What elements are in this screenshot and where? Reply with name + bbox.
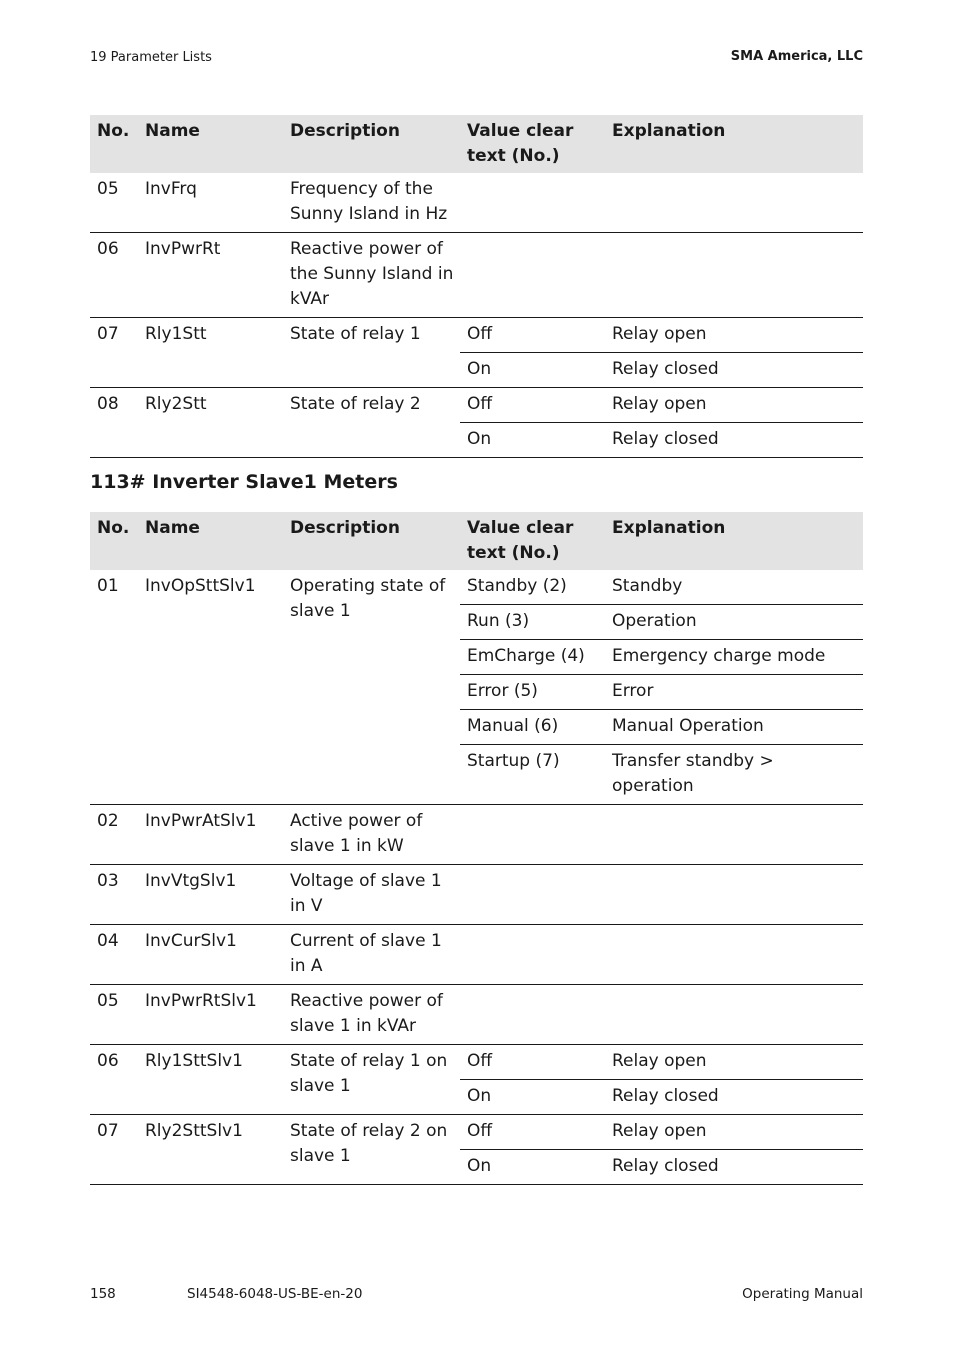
cell-name: InvPwrAtSlv1: [138, 805, 283, 865]
cell-no: 07: [90, 318, 138, 388]
cell-explanation: Emergency charge mode: [605, 640, 863, 675]
column-header-name: Name: [138, 115, 283, 173]
parameter-table-2: [90, 512, 863, 1185]
running-header-section: 19 Parameter Lists: [90, 50, 212, 65]
cell-explanation: Relay open: [605, 318, 863, 353]
cell-no: 08: [90, 388, 138, 458]
cell-explanation: Relay closed: [605, 423, 863, 458]
cell-explanation: Transfer standby > operation: [605, 745, 863, 805]
cell-explanation: Relay open: [605, 1115, 863, 1150]
cell-value: Off: [460, 1045, 605, 1080]
cell-value: Error (5): [460, 675, 605, 710]
cell-value: Off: [460, 1115, 605, 1150]
table-row: [90, 318, 863, 353]
cell-value: Standby (2): [460, 570, 605, 605]
table-row: [90, 570, 863, 605]
cell-value: [460, 233, 605, 318]
cell-no: 06: [90, 1045, 138, 1115]
cell-no: 05: [90, 173, 138, 233]
cell-value: On: [460, 1080, 605, 1115]
running-header-company: SMA America, LLC: [730, 49, 863, 64]
cell-value: [460, 805, 605, 865]
table-row: [90, 925, 863, 985]
cell-explanation: Relay closed: [605, 1150, 863, 1185]
cell-value: Off: [460, 388, 605, 423]
cell-description: State of relay 2: [283, 388, 460, 458]
cell-value: EmCharge (4): [460, 640, 605, 675]
cell-value: On: [460, 353, 605, 388]
table-header-row: [90, 115, 863, 173]
cell-value: [460, 985, 605, 1045]
cell-value: [460, 173, 605, 233]
column-header-value: Value clear text (No.): [460, 512, 605, 570]
column-header-explanation: Explanation: [605, 115, 863, 173]
cell-explanation: Relay open: [605, 388, 863, 423]
table-row: [90, 233, 863, 318]
cell-description: State of relay 1 on slave 1: [283, 1045, 460, 1115]
column-header-no: No.: [90, 115, 138, 173]
cell-explanation: Manual Operation: [605, 710, 863, 745]
table-row: [90, 805, 863, 865]
table-row: [90, 1045, 863, 1080]
cell-description: Operating state of slave 1: [283, 570, 460, 805]
cell-description: Voltage of slave 1 in V: [283, 865, 460, 925]
cell-value: [460, 865, 605, 925]
cell-explanation: [605, 805, 863, 865]
table-row: [90, 865, 863, 925]
cell-name: InvCurSlv1: [138, 925, 283, 985]
column-header-value: Value clear text (No.): [460, 115, 605, 173]
cell-explanation: [605, 233, 863, 318]
cell-value: Startup (7): [460, 745, 605, 805]
cell-value: Manual (6): [460, 710, 605, 745]
footer-page-number: 158: [90, 1286, 116, 1302]
cell-name: InvPwrRt: [138, 233, 283, 318]
column-header-name: Name: [138, 512, 283, 570]
cell-explanation: [605, 865, 863, 925]
section-title: 113# Inverter Slave1 Meters: [90, 471, 398, 493]
table-row: [90, 1115, 863, 1150]
cell-name: InvVtgSlv1: [138, 865, 283, 925]
column-header-explanation: Explanation: [605, 512, 863, 570]
cell-value: On: [460, 1150, 605, 1185]
footer-document-id: SI4548-6048-US-BE-en-20: [187, 1286, 363, 1302]
column-header-description: Description: [283, 115, 460, 173]
cell-no: 02: [90, 805, 138, 865]
table-row: [90, 388, 863, 423]
column-header-description: Description: [283, 512, 460, 570]
cell-explanation: Relay closed: [605, 1080, 863, 1115]
cell-description: State of relay 2 on slave 1: [283, 1115, 460, 1185]
cell-no: 03: [90, 865, 138, 925]
cell-name: Rly1SttSlv1: [138, 1045, 283, 1115]
cell-name: Rly2SttSlv1: [138, 1115, 283, 1185]
cell-explanation: Standby: [605, 570, 863, 605]
cell-description: State of relay 1: [283, 318, 460, 388]
cell-value: Run (3): [460, 605, 605, 640]
cell-explanation: [605, 985, 863, 1045]
cell-explanation: [605, 173, 863, 233]
cell-description: Reactive power of slave 1 in kVAr: [283, 985, 460, 1045]
cell-value: On: [460, 423, 605, 458]
cell-explanation: Operation: [605, 605, 863, 640]
cell-no: 07: [90, 1115, 138, 1185]
cell-description: Frequency of the Sunny Island in Hz: [283, 173, 460, 233]
cell-no: 05: [90, 985, 138, 1045]
footer-title: Operating Manual: [742, 1286, 863, 1302]
cell-name: Rly2Stt: [138, 388, 283, 458]
table-row: [90, 173, 863, 233]
cell-name: InvPwrRtSlv1: [138, 985, 283, 1045]
cell-no: 04: [90, 925, 138, 985]
cell-explanation: [605, 925, 863, 985]
cell-description: Current of slave 1 in A: [283, 925, 460, 985]
cell-description: Reactive power of the Sunny Island in kVAr: [283, 233, 460, 318]
cell-no: 06: [90, 233, 138, 318]
column-header-no: No.: [90, 512, 138, 570]
parameter-table-1: [90, 115, 863, 458]
cell-name: InvFrq: [138, 173, 283, 233]
table-header-row: [90, 512, 863, 570]
table-row: [90, 985, 863, 1045]
cell-name: Rly1Stt: [138, 318, 283, 388]
cell-value: [460, 925, 605, 985]
cell-no: 01: [90, 570, 138, 805]
cell-explanation: Relay closed: [605, 353, 863, 388]
cell-explanation: Relay open: [605, 1045, 863, 1080]
cell-description: Active power of slave 1 in kW: [283, 805, 460, 865]
cell-value: Off: [460, 318, 605, 353]
cell-explanation: Error: [605, 675, 863, 710]
cell-name: InvOpSttSlv1: [138, 570, 283, 805]
